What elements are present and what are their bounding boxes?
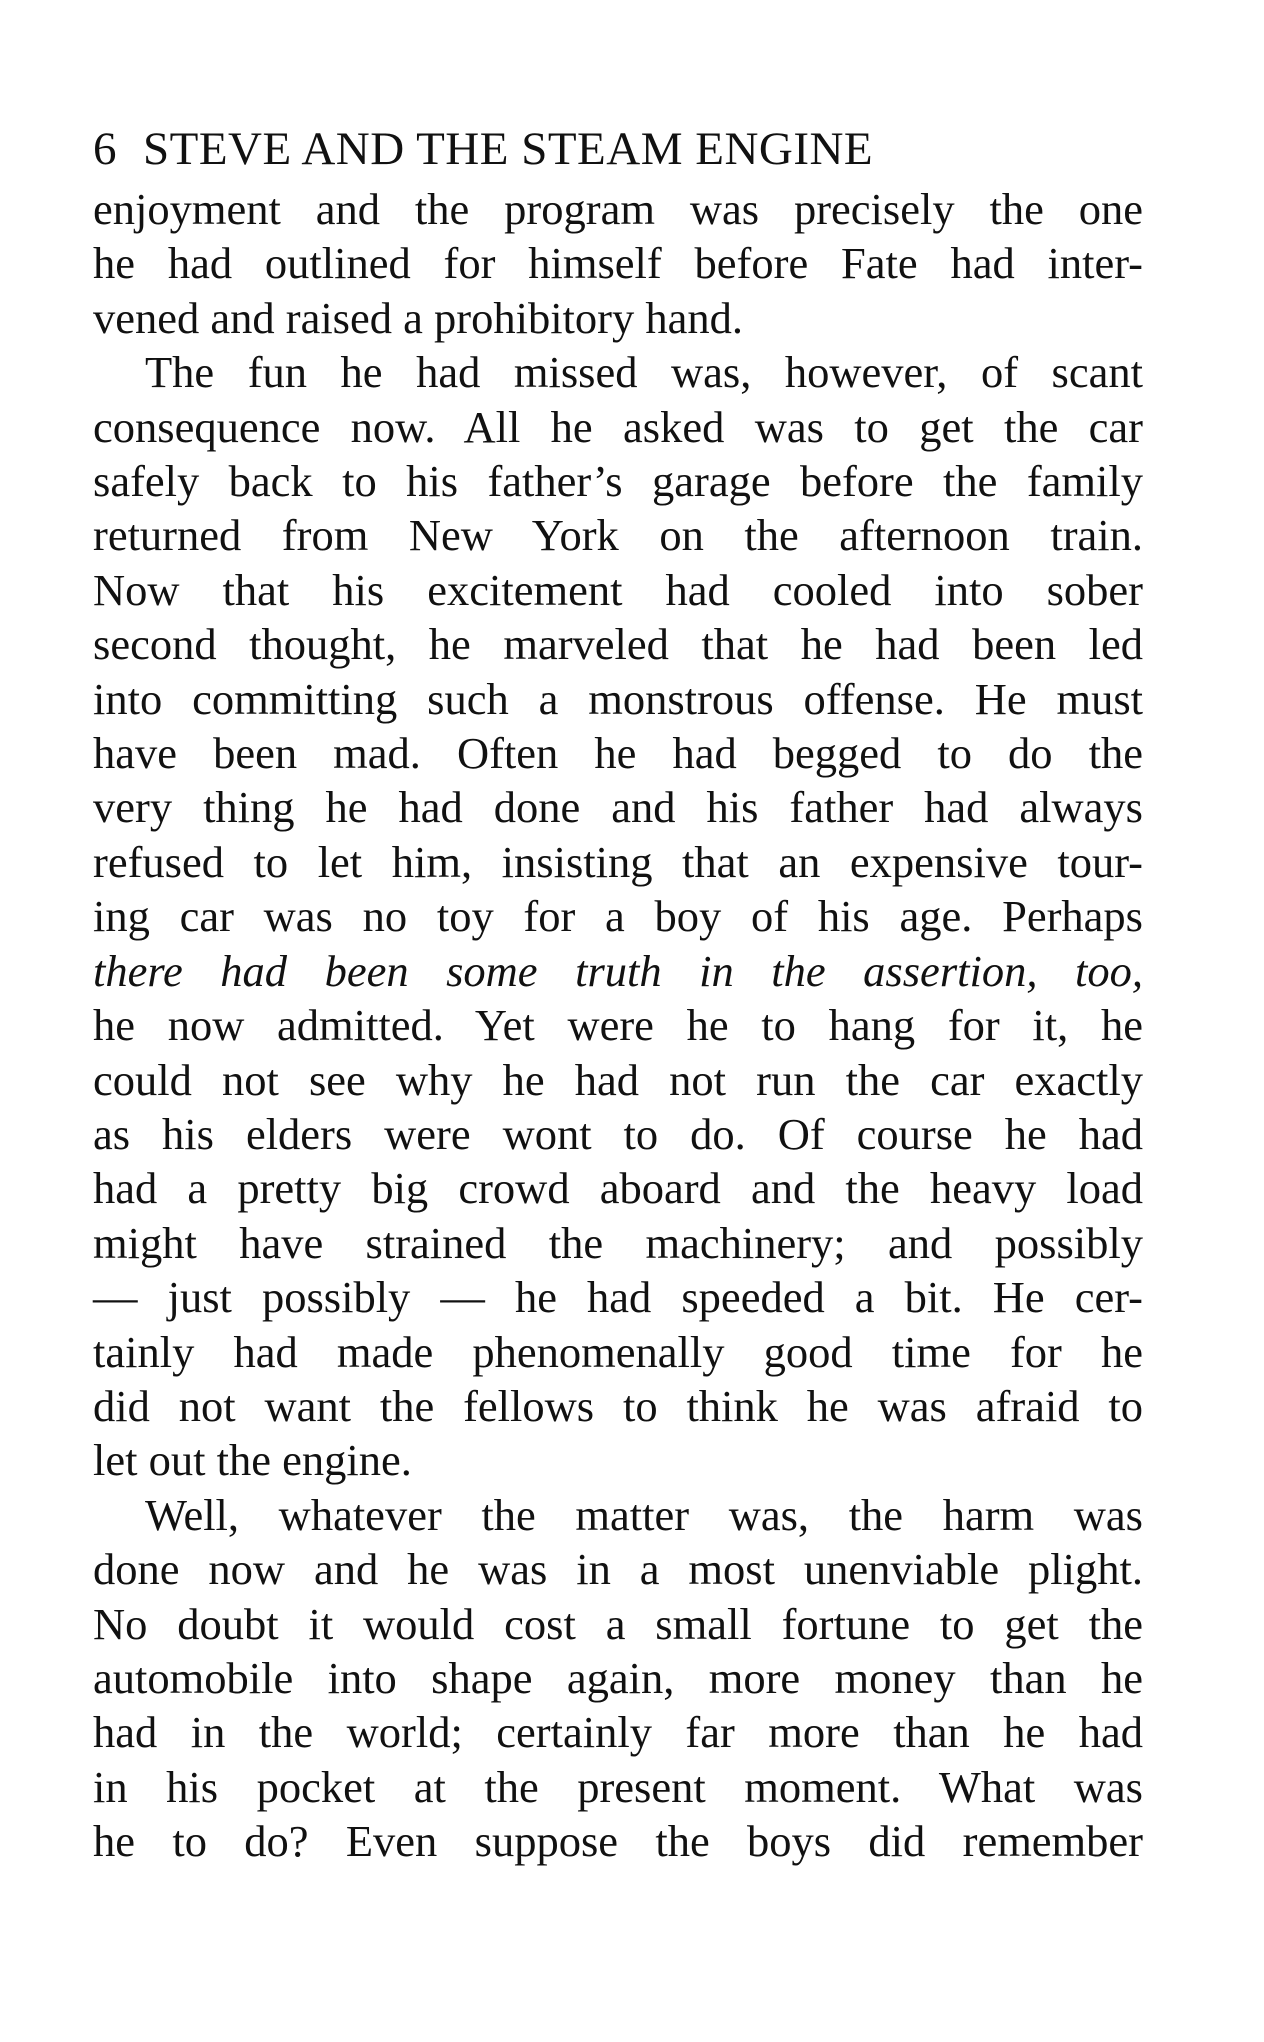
text-line: The fun he had missed was, however, of scant (145, 347, 1143, 398)
text-line: done now and he was in a most unenviable plight. (93, 1544, 1143, 1595)
text-line: had in the world; certainly far more than he had (93, 1707, 1143, 1758)
text-line: consequence now. All he asked was to get the car (93, 401, 1143, 452)
text-line: did not want the fellows to think he was afraid to (93, 1380, 1143, 1431)
paragraph-2 (93, 345, 1143, 1488)
text-line: he to do? Even suppose the boys did remember (93, 1816, 1143, 1867)
text-line: might have strained the machinery; and possibly (93, 1217, 1143, 1268)
text-line: automobile into shape again, more money than he (93, 1652, 1143, 1703)
text-line: could not see why he had not run the car exactly (93, 1054, 1143, 1105)
paragraph-1 (93, 182, 1143, 345)
text-line: enjoyment and the program was precisely the one (93, 184, 1143, 234)
text-line: have been mad. Often he had begged to do the (93, 728, 1143, 779)
text-line: — just possibly — he had speeded a bit. He cer- (93, 1272, 1143, 1323)
text-line: safely back to his father’s garage before the family (93, 456, 1143, 507)
text-line: had a pretty big crowd aboard and the heavy load (93, 1163, 1143, 1214)
text-line: No doubt it would cost a small fortune to get the (93, 1598, 1143, 1649)
text-line-italic: there had been some truth in the assertion, too, (93, 945, 1143, 996)
text-line: vened and raised a prohibitory hand. (93, 292, 743, 343)
text-line: returned from New York on the afternoon train. (93, 510, 1143, 561)
text-line: ing car was no toy for a boy of his age. Perhaps (93, 891, 1143, 942)
book-page (93, 120, 1143, 1869)
text-line: he now admitted. Yet were he to hang for it, he (93, 1000, 1143, 1051)
text-line: let out the engine. (93, 1435, 412, 1486)
page-number: 6 (93, 123, 117, 175)
text-line: as his elders were wont to do. Of course he had (93, 1108, 1143, 1159)
text-line: tainly had made phenomenally good time for he (93, 1326, 1143, 1377)
text-line: into committing such a monstrous offense. He must (93, 673, 1143, 724)
text-line: very thing he had done and his father had always (93, 782, 1143, 833)
text-line: Now that his excitement had cooled into sober (93, 564, 1143, 615)
text-line: Well, whatever the matter was, the harm was (145, 1489, 1143, 1540)
text-line: he had outlined for himself before Fate had inter- (93, 238, 1143, 289)
running-title: STEVE AND THE STEAM ENGINE (143, 123, 874, 175)
text-line: in his pocket at the present moment. What was (93, 1761, 1143, 1812)
running-head (93, 120, 1143, 178)
text-line: refused to let him, insisting that an expensive tour- (93, 836, 1143, 887)
text-line: second thought, he marveled that he had been led (93, 619, 1143, 670)
paragraph-3 (93, 1488, 1143, 1869)
